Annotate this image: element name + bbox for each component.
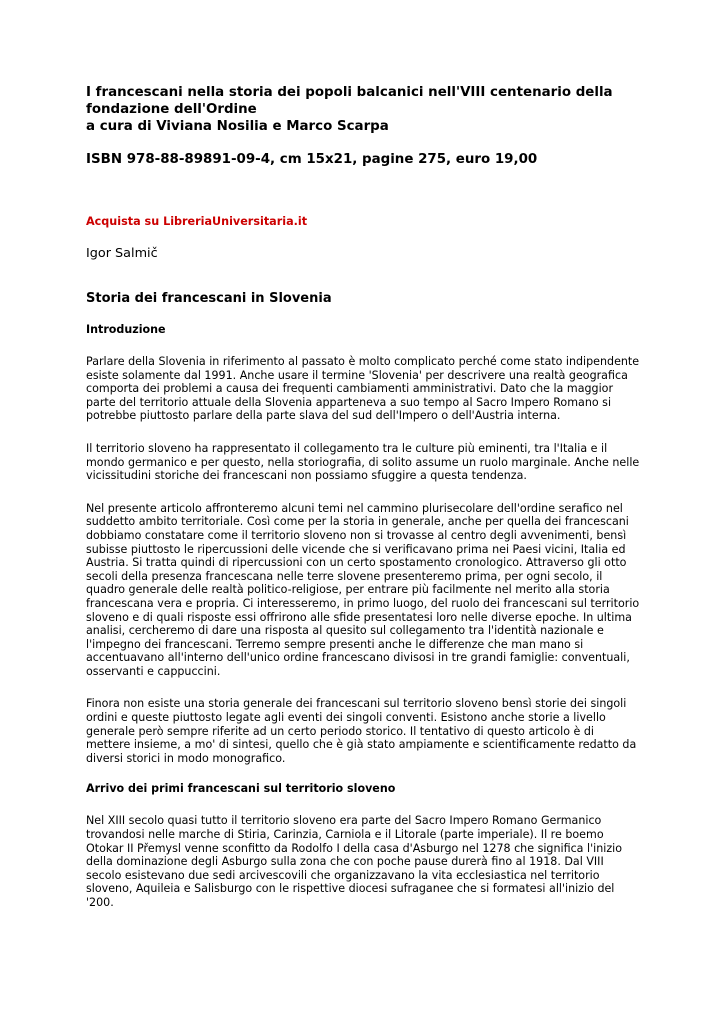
paragraph-line: ordini e queste piuttosto legate agli eventi dei singoli conventi. Esistono anche storie a livello <box>86 711 606 725</box>
paragraph-line: osservanti e cappuccini. <box>86 664 221 678</box>
paragraph-line: Il territorio sloveno ha rappresentato il collegamento tra le culture più eminenti, tra l'Italia e il <box>86 441 608 455</box>
paragraph-line: accentuavano all'interno dell'unico ordine francescano divisosi in tre grandi famiglie: conventuali, <box>86 651 630 665</box>
paragraph-line: Otokar II Přemysl venne sconfitto da Rodolfo I della casa d'Asburgo nel 1278 che significa l'inizio <box>86 841 623 855</box>
paragraph-line: quadro generale delle realtà politico-religiose, per entrare più facilmente nel merito alla storia <box>86 583 610 597</box>
paragraph-line: Nel XIII secolo quasi tutto il territorio sloveno era parte del Sacro Impero Romano Germanico <box>86 814 602 828</box>
paragraph-line: l'impegno dei francescani. Terremo sempre presenti anche le differenze che man mano si <box>86 637 584 651</box>
paragraph-line: analisi, cercheremo di dare una risposta al quesito sul collegamento tra l'identità nazionale e <box>86 624 604 638</box>
paragraph-line: della dominazione degli Asburgo sulla zona che con poche pause durerà fino al 1918. Dal VIII <box>86 855 604 869</box>
paragraph-line: parte del territorio attuale della Slovenia apparteneva a suo tempo al Sacro Impero Romano si <box>86 395 612 409</box>
isbn-line: ISBN 978-88-89891-09-4, cm 15x21, pagine 275, euro 19,00 <box>86 152 538 167</box>
paragraph-line: esiste solamente dal 1991. Anche usare il termine 'Slovenia' per descrivere una realtà geografica <box>86 368 628 382</box>
paragraph-line: potrebbe piuttosto parlare della parte slava del sud dell'Impero o dell'Austria interna. <box>86 409 561 423</box>
paragraph <box>86 442 646 483</box>
paragraph-line: diversi storici in modo monografico. <box>86 751 286 765</box>
paragraph-line: sloveno e di quali risposte essi offrirono alle sfide presentatesi loro nelle diverse epoche. In ultima <box>86 610 632 624</box>
document-page <box>86 84 646 910</box>
paragraph <box>86 502 646 679</box>
paragraph-line: subisse piuttosto le ripercussioni delle vicende che si verificavano prima nei Paesi vicini, Italia ed <box>86 542 626 556</box>
paragraph-line: Nel presente articolo affronteremo alcuni temi nel cammino plurisecolare dell'ordine serafico nel <box>86 501 623 515</box>
paragraph-line: vicissitudini storiche dei francescani non possiamo sfuggire a questa tendenza. <box>86 469 527 483</box>
paragraph-line: Finora non esiste una storia generale dei francescani sul territorio sloveno bensì storie dei singoli <box>86 697 627 711</box>
article-title: Storia dei francescani in Slovenia <box>86 291 332 306</box>
section-heading-arrivo: Arrivo dei primi francescani sul territorio sloveno <box>86 782 396 796</box>
paragraph-line: mettere insieme, a mo' di sintesi, quello che è già stato ampiamente e scientificamente redatto da <box>86 738 637 752</box>
paragraph-line: secolo esistevano due sedi arcivescovili che organizzavano la vita ecclesiastica nel territorio <box>86 868 600 882</box>
paragraph-line: suddetto ambito territoriale. Così come per la storia in generale, anche per quella dei francescani <box>86 515 629 529</box>
paragraph-line: dobbiamo constatare come il territorio sloveno non si trovasse al centro degli avvenimenti, bensì <box>86 528 627 542</box>
paragraph-line: sloveno, Aquileia e Salisburgo con le rispettive diocesi sufraganee che si formatesi all'inizio del <box>86 882 615 896</box>
paragraph-line: generale però sempre riferite ad un certo periodo storico. Il tentativo di questo articolo è di <box>86 724 595 738</box>
paragraph <box>86 697 646 765</box>
paragraph-line: francescana vera e propria. Ci interesseremo, in primo luogo, del ruolo dei francescani sul territorio <box>86 596 640 610</box>
book-title-line: fondazione dell'Ordine <box>86 102 257 117</box>
paragraph-line: secoli della presenza francescana nelle terre slovene presenteremo prima, per ogni secolo, il <box>86 569 603 583</box>
buy-link[interactable]: Acquista su LibreriaUniversitaria.it <box>86 215 308 228</box>
paragraph-line: comporta dei problemi a causa dei frequenti cambiamenti amministrativi. Dato che la maggior <box>86 382 614 396</box>
paragraph <box>86 355 646 423</box>
paragraph-line: mondo germanico e per questo, nella storiografia, di solito assume un ruolo marginale. Anche nelle <box>86 455 640 469</box>
book-editors-line: a cura di Viviana Nosilia e Marco Scarpa <box>86 119 389 134</box>
paragraph-line: trovandosi nelle marche di Stiria, Carinzia, Carniola e il Litorale (parte imperiale). Il re boemo <box>86 828 604 842</box>
paragraph-line: Parlare della Slovenia in riferimento al passato è molto complicato perché come stato indipendente <box>86 355 640 368</box>
paragraph-line: '200. <box>86 896 114 909</box>
book-title <box>86 84 646 135</box>
paragraph-line: Austria. Si tratta quindi di ripercussioni con un certo spostamento cronologico. Attraverso gli otto <box>86 556 627 570</box>
paragraph <box>86 814 646 909</box>
book-title-line: I francescani nella storia dei popoli balcanici nell'VIII centenario della <box>86 85 613 100</box>
section-heading-introduzione: Introduzione <box>86 323 166 336</box>
author-name: Igor Salmič <box>86 246 158 261</box>
